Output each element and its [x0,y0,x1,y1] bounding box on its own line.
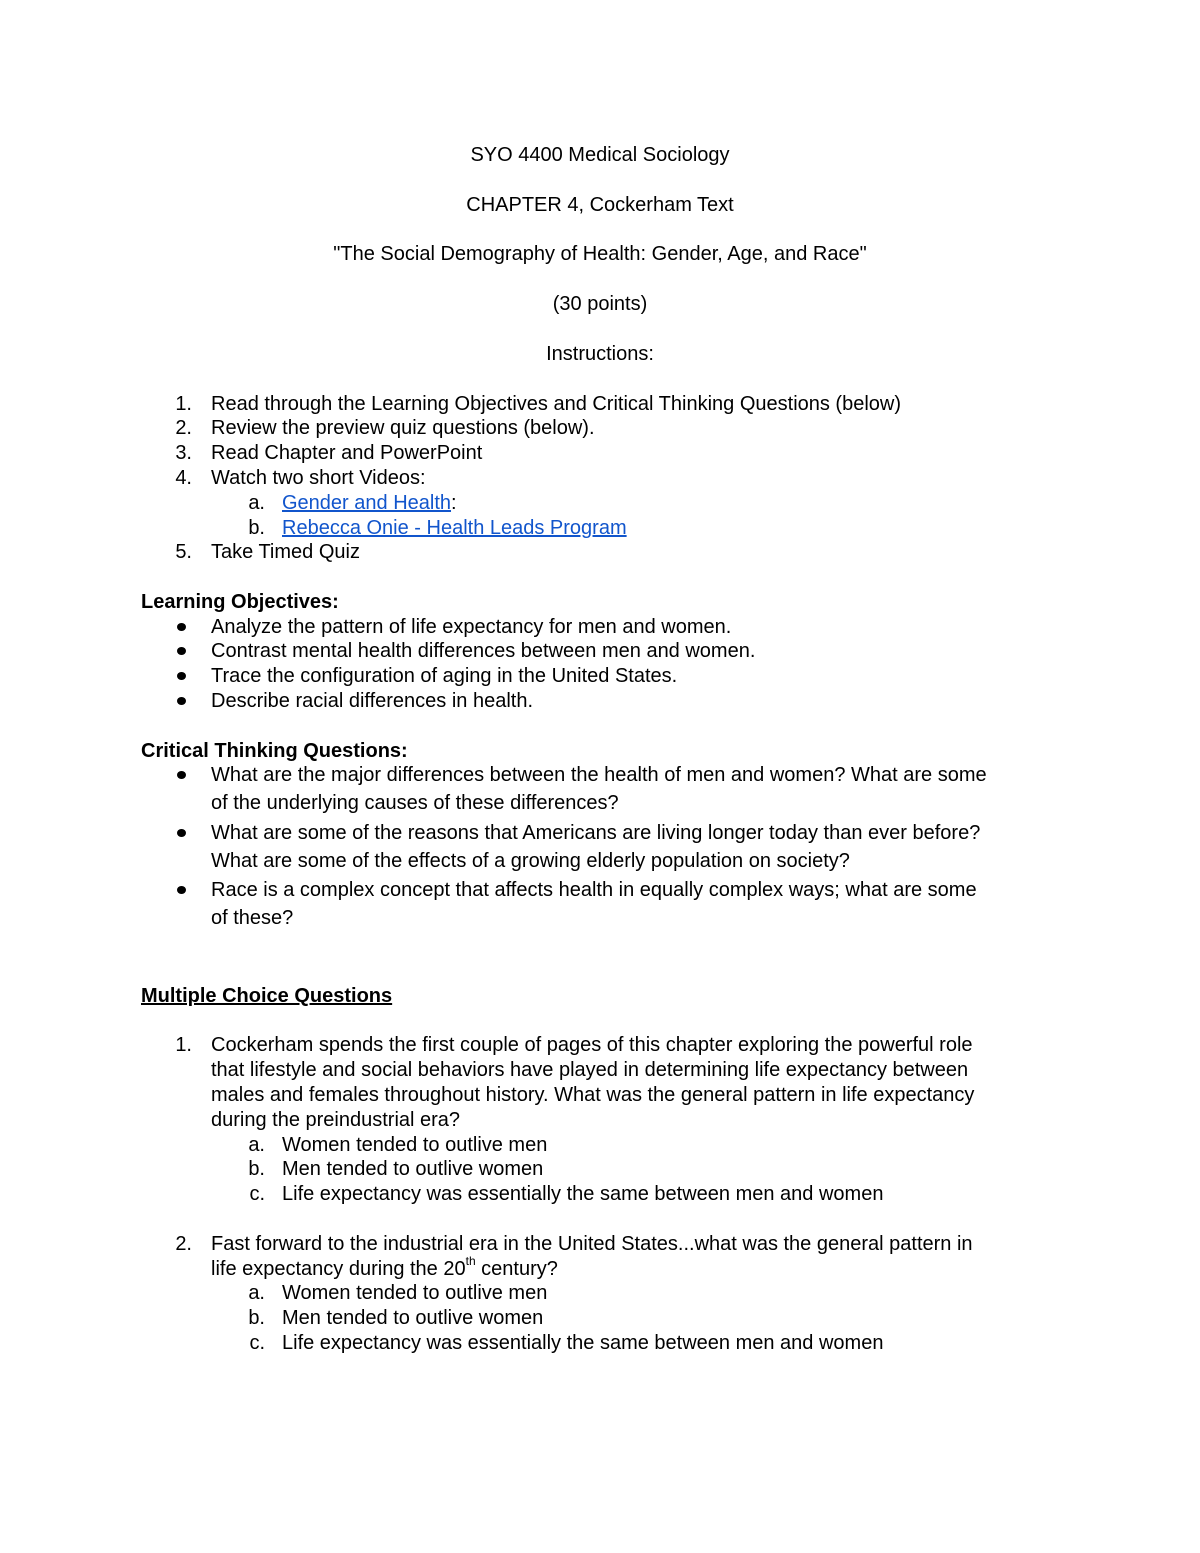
chapter-title: CHAPTER 4, Cockerham Text [466,194,734,216]
question-text: during the preindustrial era? [211,1109,461,1131]
question-text-part: life expectancy during the 20 [211,1258,466,1280]
list-number: 1. [175,393,192,415]
question-text [211,1254,558,1281]
bullet-icon [177,647,186,655]
superscript: th [465,1254,476,1269]
list-item [282,516,627,540]
list-item-continued: What are some of the effects of a growing elderly population on society? [211,850,850,872]
gender-and-health-link[interactable]: Gender and Health [282,492,452,514]
question-number: 1. [175,1034,192,1056]
list-letter: b. [248,517,265,539]
chapter-subtitle: "The Social Demography of Health: Gender, Age, and Race" [333,243,867,265]
list-number: 3. [175,442,192,464]
critical-thinking-heading: Critical Thinking Questions: [141,740,408,762]
list-item: Contrast mental health differences between men and women. [211,640,756,662]
instructions-label: Instructions: [546,343,654,365]
option-letter: c. [249,1183,265,1205]
list-number: 5. [175,541,192,563]
answer-option: Women tended to outlive men [282,1282,548,1304]
answer-option: Life expectancy was essentially the same between men and women [282,1183,884,1205]
bullet-icon [177,771,186,779]
bullet-icon [177,829,186,837]
bullet-icon [177,697,186,705]
answer-option: Men tended to outlive women [282,1158,544,1180]
points-label: (30 points) [552,293,648,315]
question-text: males and females throughout history. What was the general pattern in life expectancy [211,1084,975,1106]
option-letter: b. [248,1158,265,1180]
question-text-part: century? [475,1258,558,1280]
list-item: Describe racial differences in health. [211,690,534,712]
list-number: 2. [175,417,192,439]
question-number: 2. [175,1233,192,1255]
question-text: Cockerham spends the first couple of pages of this chapter exploring the powerful role [211,1034,973,1056]
list-item: Analyze the pattern of life expectancy for men and women. [211,616,732,638]
list-item [282,491,457,515]
option-letter: c. [249,1332,265,1354]
bullet-icon [177,672,186,680]
multiple-choice-heading: Multiple Choice Questions [141,985,393,1007]
link-suffix: : [451,492,457,514]
list-item: Read through the Learning Objectives and Critical Thinking Questions (below) [211,393,902,415]
answer-option: Women tended to outlive men [282,1134,548,1156]
list-item: Review the preview quiz questions (below). [211,417,595,439]
list-number: 4. [175,467,192,489]
bullet-icon [177,886,186,894]
list-item-continued: of the underlying causes of these differences? [211,792,619,814]
list-letter: a. [248,492,265,514]
list-item-continued: of these? [211,907,294,929]
answer-option: Life expectancy was essentially the same between men and women [282,1332,884,1354]
health-leads-program-link[interactable]: Rebecca Onie - Health Leads Program [282,517,627,539]
option-letter: b. [248,1307,265,1329]
question-text: Fast forward to the industrial era in the United States...what was the general pattern in [211,1233,973,1255]
question-text: that lifestyle and social behaviors have played in determining life expectancy between [211,1059,969,1081]
bullet-icon [177,623,186,631]
option-letter: a. [248,1282,265,1304]
list-item: What are some of the reasons that Americans are living longer today than ever before? [211,822,981,844]
learning-objectives-heading: Learning Objectives: [141,591,339,613]
answer-option: Men tended to outlive women [282,1307,544,1329]
list-item: Watch two short Videos: [211,467,426,489]
list-item: Trace the configuration of aging in the United States. [211,665,678,687]
list-item: What are the major differences between the health of men and women? What are some [211,764,987,786]
option-letter: a. [248,1134,265,1156]
list-item: Read Chapter and PowerPoint [211,442,483,464]
list-item: Race is a complex concept that affects health in equally complex ways; what are some [211,879,977,901]
list-item: Take Timed Quiz [211,541,360,563]
course-title: SYO 4400 Medical Sociology [470,144,730,166]
